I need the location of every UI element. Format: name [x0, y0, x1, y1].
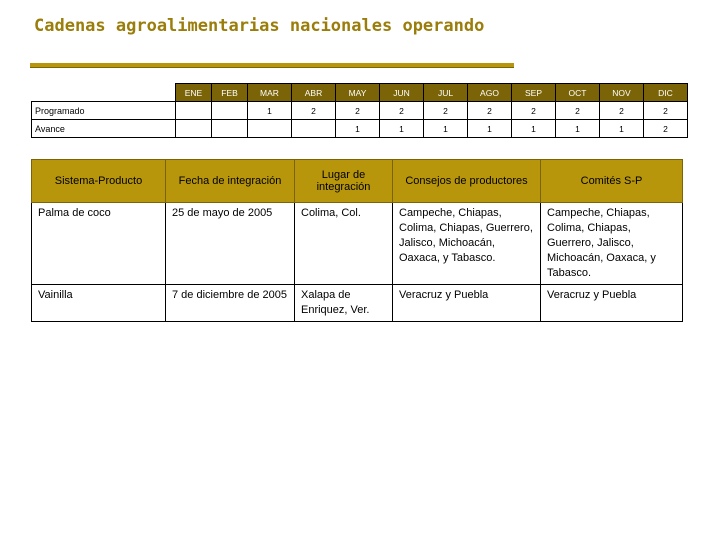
schedule-cell: 1: [336, 120, 380, 138]
schedule-cell: [212, 102, 248, 120]
table-cell: Veracruz y Puebla: [541, 285, 683, 322]
month-header: FEB: [212, 84, 248, 102]
schedule-header-row: [32, 84, 688, 102]
schedule-cell: 1: [248, 102, 292, 120]
month-header: MAY: [336, 84, 380, 102]
column-header: Lugar de integración: [295, 160, 393, 203]
table-cell: Colima, Col.: [295, 203, 393, 285]
schedule-cell: [248, 120, 292, 138]
schedule-cell: 1: [380, 120, 424, 138]
schedule-cell: 2: [424, 102, 468, 120]
month-header: OCT: [556, 84, 600, 102]
schedule-cell: 1: [600, 120, 644, 138]
month-header: NOV: [600, 84, 644, 102]
table-cell: Vainilla: [32, 285, 166, 322]
month-header: JUN: [380, 84, 424, 102]
schedule-cell: 1: [556, 120, 600, 138]
schedule-cell: [292, 120, 336, 138]
title-underline: [30, 63, 514, 68]
schedule-cell: 2: [644, 102, 688, 120]
table-cell: Palma de coco: [32, 203, 166, 285]
schedule-row-avance: [32, 120, 688, 138]
schedule-row-programado: [32, 102, 688, 120]
schedule-cell: 2: [336, 102, 380, 120]
schedule-cell: 2: [556, 102, 600, 120]
cadenas-table: [31, 159, 683, 322]
schedule-cell: [176, 102, 212, 120]
month-header: ABR: [292, 84, 336, 102]
schedule-cell: 2: [292, 102, 336, 120]
schedule-cell: 1: [468, 120, 512, 138]
table-cell: Campeche, Chiapas, Colima, Chiapas, Guerrero, Jalisco, Michoacán, Oaxaca, y Tabasco.: [393, 203, 541, 285]
cadenas-header-row: [32, 160, 683, 203]
schedule-row-label: Programado: [32, 102, 176, 120]
month-header: AGO: [468, 84, 512, 102]
column-header: Comités S-P: [541, 160, 683, 203]
table-row: [32, 285, 683, 322]
schedule-cell: [212, 120, 248, 138]
table-cell: Veracruz y Puebla: [393, 285, 541, 322]
table-cell: Xalapa de Enriquez, Ver.: [295, 285, 393, 322]
schedule-cell: [176, 120, 212, 138]
schedule-table: [31, 83, 688, 138]
schedule-cell: 2: [644, 120, 688, 138]
table-cell: 25 de mayo de 2005: [166, 203, 295, 285]
column-header: Consejos de productores: [393, 160, 541, 203]
page-title: Cadenas agroalimentarias nacionales operando: [34, 16, 485, 36]
table-cell: 7 de diciembre de 2005: [166, 285, 295, 322]
schedule-cell: 1: [424, 120, 468, 138]
schedule-cell: 2: [600, 102, 644, 120]
month-header: MAR: [248, 84, 292, 102]
month-header: SEP: [512, 84, 556, 102]
schedule-cell: 1: [512, 120, 556, 138]
schedule-cell: 2: [380, 102, 424, 120]
column-header: Sistema-Producto: [32, 160, 166, 203]
table-row: [32, 203, 683, 285]
month-header: ENE: [176, 84, 212, 102]
column-header: Fecha de integración: [166, 160, 295, 203]
schedule-cell: 2: [468, 102, 512, 120]
month-header: DIC: [644, 84, 688, 102]
schedule-row-label: Avance: [32, 120, 176, 138]
schedule-corner: [32, 84, 176, 102]
month-header: JUL: [424, 84, 468, 102]
table-cell: Campeche, Chiapas, Colima, Chiapas, Guerrero, Jalisco, Michoacán, Oaxaca, y Tabasco.: [541, 203, 683, 285]
schedule-cell: 2: [512, 102, 556, 120]
